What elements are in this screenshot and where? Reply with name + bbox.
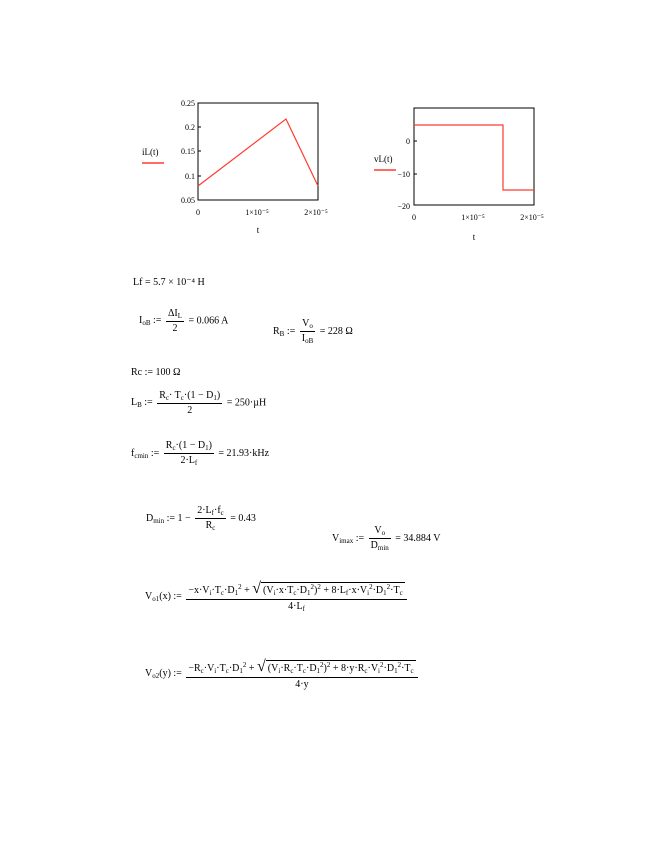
fcmin-result: = 21.93·kHz [218,447,270,459]
eq-vo1: $V_{o1}(x)$ := $\frac{-x\cdot V_i\cdot T_c\cdot D_1^2 + √ (V_i\cdot x\cdot T_c\cdot D_1^2)^2 + 8\cdot L_f\cdot x\cdot V_i^2\cdot D_1^2\cdot T_c}{4\cdot L_f}$ [145,580,409,613]
plot-vl-yticks [397,137,410,211]
eq-vimax: $V_{imax}$ := $\frac{V_o}{D_{min}}$ = 34.884 V [332,525,441,552]
eq-rc: Rc := 100 Ω [131,367,181,378]
y-tick-label: −20 [397,202,410,211]
eq-fcmin: $f_{cmin}$ := $\frac{R_c\cdot(1 - D_1)}{2\cdot L_f}$ = 21.93·kHz [131,440,270,467]
series-vl [414,125,534,190]
plot-vl [370,100,570,250]
eq-dmin: $D_{min}$ := 1 − $\frac{2\cdot L_f\cdot f_c}{R_c}$ = 0.43 [146,505,256,532]
plot-il-frame [198,103,318,200]
plot-il-xticks [196,208,328,217]
y-tick-label: 0.2 [185,123,195,132]
plot-vl-xlabel: t [472,232,476,242]
iob-result: = 0.066 A [188,315,229,327]
plot-il [140,95,340,245]
series-il [198,119,318,186]
y-tick-label: 0.15 [181,147,195,156]
eq-lf: Lf = 5.7 × 10⁻⁴ H [133,277,205,288]
x-tick-label: 1×10⁻⁵ [245,208,269,217]
y-tick-label: 0.05 [181,196,195,205]
x-tick-label: 0 [412,213,416,222]
plot-vl-ylabel: vL(t) [374,154,393,164]
plot-vl-xticks [412,213,544,222]
dmin-result: = 0.43 [230,512,256,524]
x-tick-label: 0 [196,208,200,217]
y-tick-label: 0.25 [181,99,195,108]
vimax-result: = 34.884 V [395,532,441,544]
eq-rb: $R_B$ := $\frac{V_o}{I_{oB}}$ = 228 Ω [273,318,353,345]
plot-il-ylabel: iL(t) [142,147,159,157]
eq-iob: $I_{oB}$ := $\frac{\Delta I_L}{2}$ = 0.066 A [139,308,229,334]
x-tick-label: 1×10⁻⁵ [461,213,485,222]
x-tick-label: 2×10⁻⁵ [520,213,544,222]
x-tick-label: 2×10⁻⁵ [304,208,328,217]
y-tick-label: 0.1 [185,172,195,181]
rb-result: = 228 Ω [319,325,353,337]
plot-il-xlabel: t [256,225,260,235]
plot-il-yticks [181,99,195,205]
y-tick-label: 0 [406,137,410,146]
lb-result: = 250·µH [226,397,267,409]
y-tick-label: −10 [397,170,410,179]
eq-lb: $L_B$ := $\frac{R_c\cdot T_c\cdot(1 - D_1)}{2}$ = 250·µH [131,390,267,416]
eq-vo2: $V_{o2}(y)$ := $\frac{-R_c\cdot V_i\cdot T_c\cdot D_1^2 + √ (V_i\cdot R_c\cdot T_c\cdot D_1^2)^2 + 8\cdot y\cdot R_c\cdot V_i^2\cdot D_1^2\cdot T_c}{4\cdot y}$ [145,658,420,690]
